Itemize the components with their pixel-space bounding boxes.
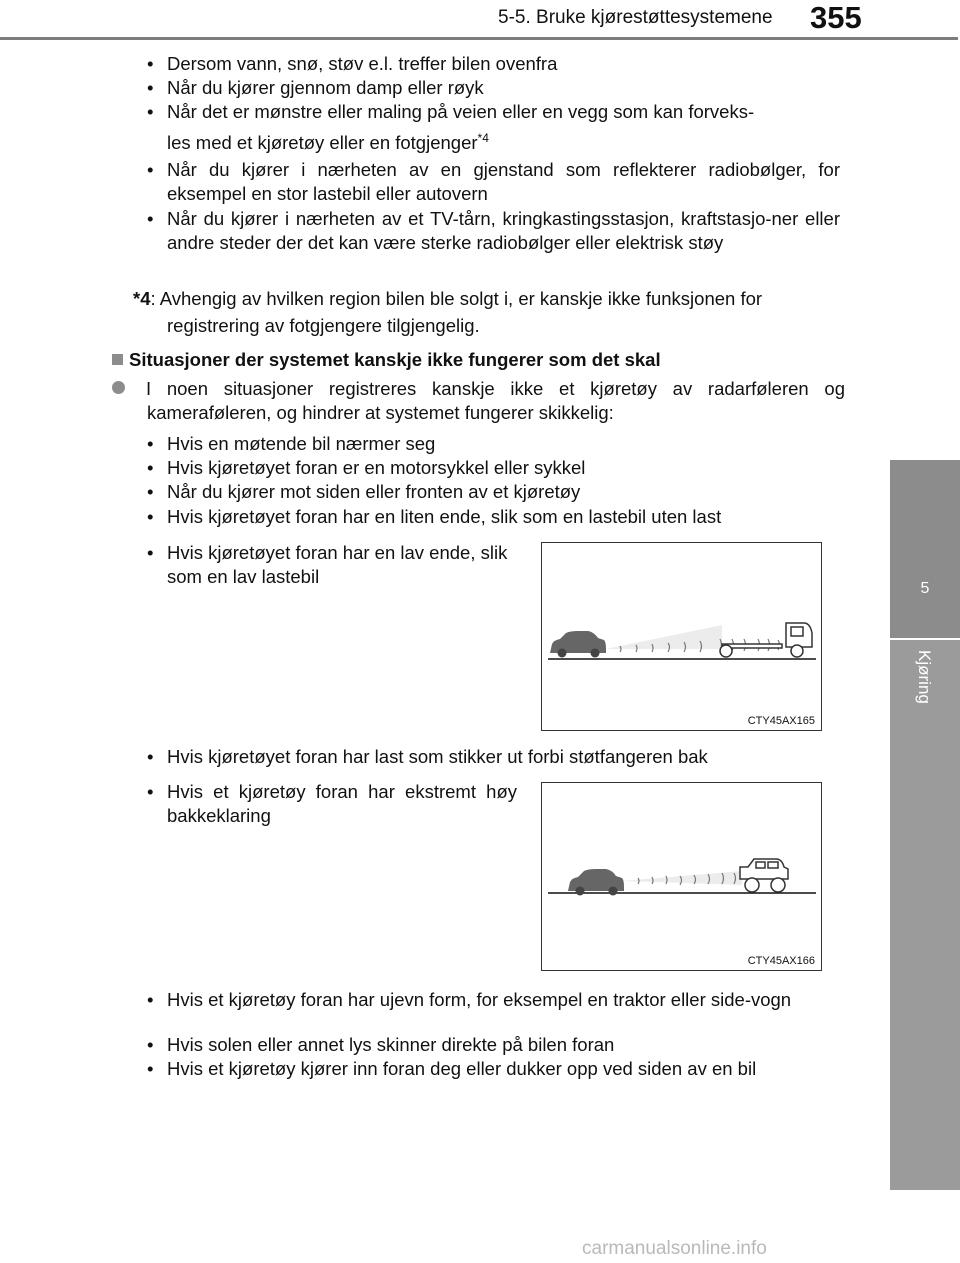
- bullet-marker: •: [147, 457, 154, 478]
- list-item: Hvis et kjøretøy foran har ekstremt høy bakkeklaring: [167, 781, 517, 826]
- bullet-marker: •: [147, 746, 154, 767]
- car-icon: [568, 869, 624, 896]
- list-item: Når du kjører i nærheten av et TV-tårn, kringkastingsstasjon, kraftstasjo-ner eller andre steder der det kan være sterke radiobølger eller elektrisk støy: [167, 208, 840, 253]
- list-item: Hvis et kjøretøy foran har ujevn form, for eksempel en traktor eller side-vogn: [167, 989, 792, 1010]
- list-item: Hvis en møtende bil nærmer seg: [167, 433, 436, 454]
- high-clearance-illustration: [542, 783, 821, 970]
- figure-low-truck: [541, 542, 822, 731]
- figure-code: CTY45AX165: [747, 715, 815, 727]
- list-item: Når du kjører gjennom damp eller røyk: [167, 77, 484, 98]
- car-icon: [550, 631, 606, 658]
- bullet-marker: •: [147, 781, 154, 802]
- circle-bullet-icon: [112, 381, 125, 394]
- figure-code: CTY45AX166: [747, 955, 815, 967]
- list-item: Hvis kjøretøyet foran har en liten ende, slik som en lastebil uten last: [167, 506, 722, 527]
- list-item: Hvis kjøretøyet foran har en lav ende, slik som en lav lastebil: [167, 542, 508, 587]
- page-number: 355: [810, 0, 862, 35]
- bullet-marker: •: [147, 1034, 154, 1055]
- bullet-marker: •: [147, 53, 154, 74]
- bullet-marker: •: [147, 506, 154, 527]
- list-item: Når du kjører mot siden eller fronten av et kjøretøy: [167, 481, 581, 502]
- bullet-marker: •: [147, 77, 154, 98]
- section-heading: Situasjoner der systemet kanskje ikke fungerer som det skal: [112, 348, 661, 372]
- figure-high-clearance: [541, 782, 822, 971]
- bullet-marker: •: [147, 1058, 154, 1079]
- bullet-marker: •: [147, 208, 154, 229]
- footnote: *4: Avhengig av hvilken region bilen ble solgt i, er kanskje ikke funksjonen for: [133, 288, 763, 309]
- square-bullet-icon: [112, 354, 123, 365]
- section-title: 5-5. Bruke kjørestøttesystemene: [498, 7, 773, 28]
- truck-icon: [720, 623, 812, 657]
- chapter-label-tab: [890, 640, 960, 1190]
- high-clearance-vehicle-icon: [740, 859, 788, 892]
- watermark: carmanualsonline.info: [582, 1238, 767, 1259]
- bullet-marker: •: [147, 101, 154, 122]
- list-item: Dersom vann, snø, støv e.l. treffer bilen ovenfra: [167, 53, 558, 74]
- list-item: Når det er mønstre eller maling på veien eller en vegg som kan forveks-: [167, 101, 755, 122]
- chapter-tab: [890, 460, 960, 638]
- bullet-marker: •: [147, 542, 154, 563]
- bullet-marker: •: [147, 433, 154, 454]
- list-item: Hvis solen eller annet lys skinner direkte på bilen foran: [167, 1034, 615, 1055]
- list-item: Når du kjører i nærheten av en gjenstand som reflekterer radiobølger, for eksempel en stor lastebil eller autovern: [167, 159, 840, 204]
- bullet-marker: •: [147, 481, 154, 502]
- list-item: Hvis kjøretøyet foran er en motorsykkel eller sykkel: [167, 457, 586, 478]
- low-truck-illustration: [542, 543, 821, 730]
- footnote-continued: registrering av fotgjengere tilgjengelig.: [167, 315, 480, 336]
- list-item: Hvis et kjøretøy kjører inn foran deg eller dukker opp ved siden av en bil: [167, 1058, 757, 1079]
- bullet-marker: •: [147, 159, 154, 180]
- footnote-ref: *4: [477, 131, 489, 145]
- intro-paragraph: I noen situasjoner registreres kanskje ikke et kjøretøy av radarføleren og kameraføleren, og hindrer at systemet fungerer skikkelig:: [146, 378, 845, 423]
- bullet-marker: •: [147, 989, 154, 1010]
- chapter-label: Kjøring: [915, 650, 934, 704]
- chapter-number: 5: [920, 580, 930, 597]
- header-rule: [0, 37, 958, 40]
- list-item: Hvis kjøretøyet foran har last som stikker ut forbi støtfangeren bak: [167, 746, 708, 767]
- list-item-continued: les med et kjøretøy eller en fotgjenger$^{*4}$: [167, 131, 489, 154]
- footnote-mark: *4: [133, 288, 151, 309]
